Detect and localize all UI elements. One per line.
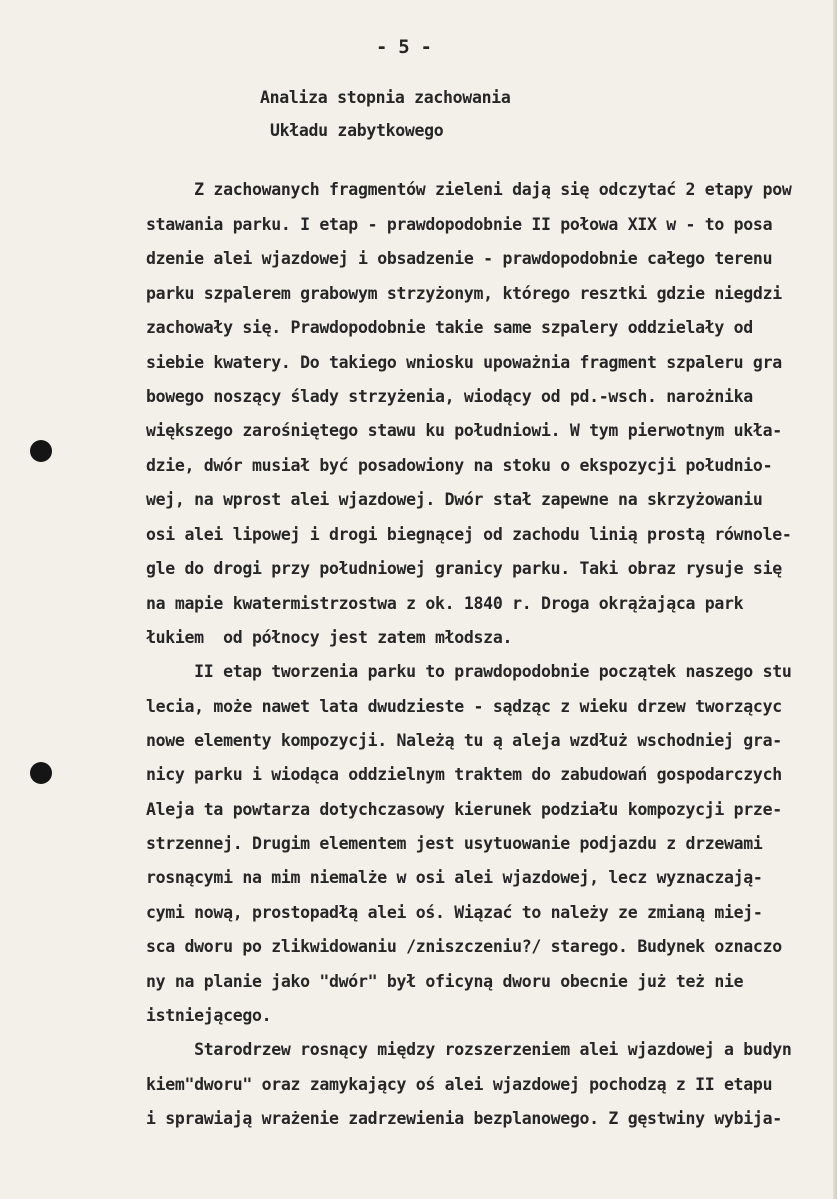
body-line: osi alei lipowej i drogi biegnącej od zachodu linią prostą równole- — [146, 525, 792, 544]
body-line: Starodrzew rosnący między rozszerzeniem alei wjazdowej a budyn — [146, 1040, 792, 1059]
body-line: bowego noszący ślady strzyżenia, wiodący od pd.-wsch. narożnika — [146, 387, 753, 406]
body-line: rosnącymi na mim niemalże w osi alei wjazdowej, lecz wyznaczają- — [146, 868, 763, 887]
body-line: dzenie alei wjazdowej i obsadzenie - prawdopodobnie całego terenu — [146, 249, 773, 268]
body-line: Z zachowanych fragmentów zieleni dają się odczytać 2 etapy pow — [146, 180, 792, 199]
heading-line-1: Analiza stopnia zachowania — [260, 88, 511, 107]
body-line: i sprawiają wrażenie zadrzewienia bezplanowego. Z gęstwiny wybija- — [146, 1109, 782, 1128]
body-line: większego zarośniętego stawu ku południowi. W tym pierwotnym ukła- — [146, 421, 782, 440]
body-line: dzie, dwór musiał być posadowiony na stoku o ekspozycji południo- — [146, 456, 773, 475]
paper-edge — [833, 0, 837, 1199]
body-line: istniejącego. — [146, 1006, 272, 1025]
body-line: nicy parku i wiodąca oddzielnym traktem do zabudowań gospodarczych — [146, 765, 782, 784]
body-line: II etap tworzenia parku to prawdopodobnie początek naszego stu — [146, 662, 792, 681]
punch-hole — [30, 762, 52, 784]
body-line: siebie kwatery. Do takiego wniosku upoważnia fragment szpaleru gra — [146, 353, 782, 372]
body-line: lecia, może nawet lata dwudzieste - sądząc z wieku drzew tworzącyc — [146, 697, 782, 716]
body-line: zachowały się. Prawdopodobnie takie same szpalery oddzielały od — [146, 318, 753, 337]
body-line: wej, na wprost alei wjazdowej. Dwór stał zapewne na skrzyżowaniu — [146, 490, 763, 509]
body-line: sca dworu po zlikwidowaniu /zniszczeniu?/ starego. Budynek oznaczo — [146, 937, 782, 956]
body-line: na mapie kwatermistrzostwa z ok. 1840 r. Droga okrążająca park — [146, 594, 744, 613]
body-line: strzennej. Drugim elementem jest usytuowanie podjazdu z drzewami — [146, 834, 763, 853]
body-line: kiem"dworu" oraz zamykający oś alei wjazdowej pochodzą z II etapu — [146, 1075, 773, 1094]
body-line: ny na planie jako "dwór" był oficyną dworu obecnie już też nie — [146, 972, 744, 991]
body-line: parku szpalerem grabowym strzyżonym, którego resztki gdzie niegdzi — [146, 284, 782, 303]
body-line: gle do drogi przy południowej granicy parku. Taki obraz rysuje się — [146, 559, 782, 578]
body-line: nowe elementy kompozycji. Należą tu ą aleja wzdłuż wschodniej gra- — [146, 731, 782, 750]
heading-line-2: Układu zabytkowego — [270, 121, 444, 140]
body-line: stawania parku. I etap - prawdopodobnie II połowa XIX w - to posa — [146, 215, 773, 234]
body-line: Aleja ta powtarza dotychczasowy kierunek podziału kompozycji prze- — [146, 800, 782, 819]
body-line: łukiem od północy jest zatem młodsza. — [146, 628, 513, 647]
punch-hole — [30, 440, 52, 462]
page-number: - 5 - — [376, 36, 432, 58]
body-line: cymi nową, prostopadłą alei oś. Wiązać to należy ze zmianą miej- — [146, 903, 763, 922]
